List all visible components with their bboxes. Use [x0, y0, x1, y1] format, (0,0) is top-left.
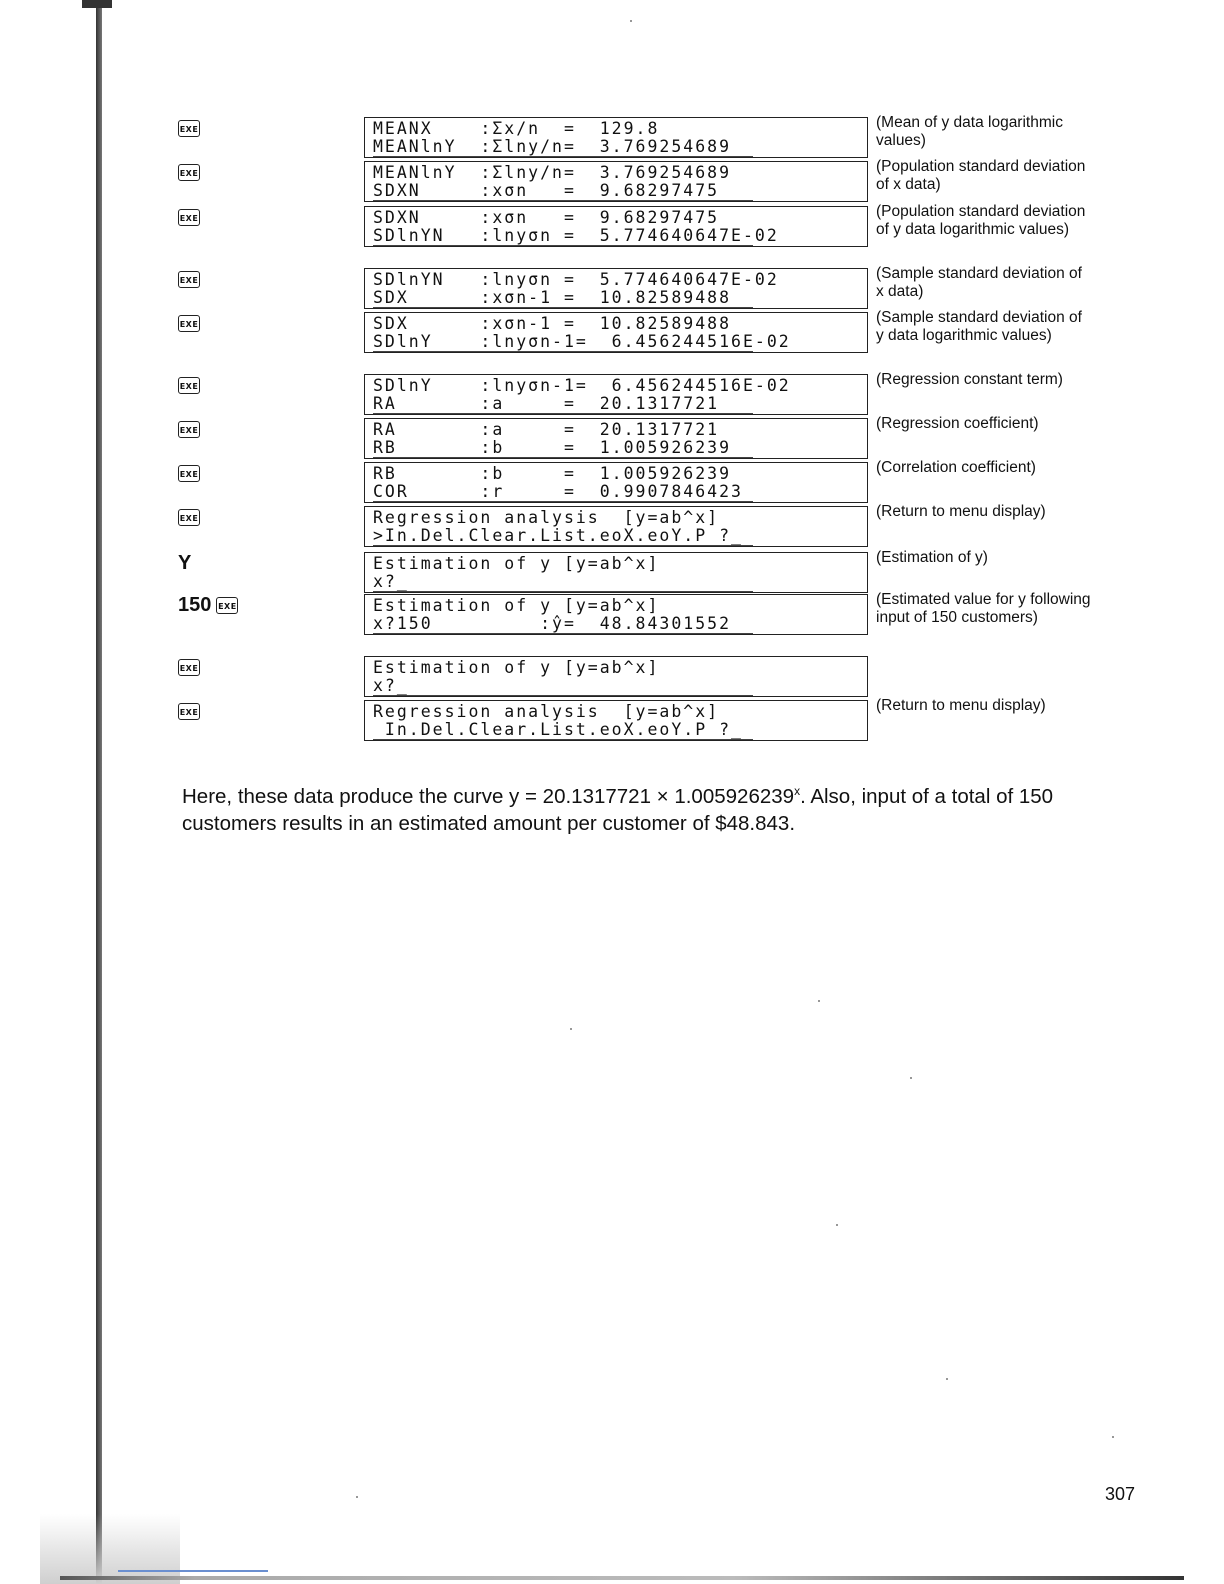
scan-speck [818, 1000, 820, 1002]
key-sequence [178, 312, 338, 358]
exe-key-icon: EXE [216, 597, 238, 614]
lcd-display [364, 462, 868, 503]
bottom-edge-line [60, 1576, 1184, 1580]
key-sequence [178, 161, 338, 207]
lcd-line: SDlnYN :lnyσn = 5.774640647E-02 [373, 270, 779, 289]
exe-key-icon: EXE [178, 703, 200, 720]
lcd-display [364, 206, 868, 247]
key-sequence [178, 268, 338, 314]
exe-key-icon: EXE [178, 120, 200, 137]
key-sequence [178, 117, 338, 163]
lcd-line: SDXN :xσn = 9.68297475 [373, 208, 720, 227]
key-input-text: Y [178, 552, 192, 575]
step-note: (Return to menu display) [876, 503, 1046, 520]
lcd-line: RA :a = 20.1317721 [373, 420, 720, 439]
exe-key-icon: EXE [178, 509, 200, 526]
step-note: (Estimated value for y following input of 150 customers) [876, 591, 1091, 626]
scan-speck [356, 1496, 358, 1498]
key-sequence [178, 700, 338, 746]
lcd-line: Estimation of y [y=ab^x] [373, 596, 660, 615]
exe-key-icon: EXE [178, 377, 200, 394]
lcd-line: MEANlnY :Σlny/n= 3.769254689 [373, 163, 732, 182]
scan-speck [630, 20, 632, 22]
key-sequence [178, 506, 338, 552]
lcd-line: x?_ [373, 573, 753, 592]
exe-key-icon: EXE [178, 421, 200, 438]
key-sequence [178, 462, 338, 508]
lcd-display [364, 594, 868, 635]
key-input-text: 150 [178, 594, 212, 617]
step-note: (Sample standard deviation of x data) [876, 265, 1082, 300]
lcd-line: SDlnY :lnyσn-1= 6.456244516E-02 [373, 376, 791, 395]
summary-text: Here, these data produce the curve y = 20.1317721 × 1.005926239 [182, 784, 795, 808]
page-shadow [40, 1514, 180, 1584]
lcd-display [364, 161, 868, 202]
lcd-line: MEANX :Σx/n = 129.8 [373, 119, 660, 138]
binding-edge-top [82, 0, 112, 8]
key-sequence [178, 206, 338, 252]
scan-speck [946, 1378, 948, 1380]
lcd-line: >In.Del.Clear.List.eoX.eoY.P ?_ [373, 527, 753, 546]
step-note: (Population standard deviation of y data logarithmic values) [876, 203, 1086, 238]
lcd-display [364, 268, 868, 309]
lcd-display [364, 552, 868, 593]
lcd-line: RB :b = 1.005926239 [373, 464, 732, 483]
step-note: (Population standard deviation of x data) [876, 158, 1086, 193]
scan-speck [836, 1224, 838, 1226]
lcd-line: Regression analysis [y=ab^x] [373, 702, 720, 721]
exe-key-icon: EXE [178, 209, 200, 226]
exponent: x [794, 784, 801, 798]
lcd-line: RA :a = 20.1317721 [373, 395, 753, 414]
lcd-line: MEANlnY :Σlny/n= 3.769254689 [373, 138, 753, 157]
lcd-line: RB :b = 1.005926239 [373, 439, 753, 458]
lcd-line: SDX :xσn-1 = 10.82589488 [373, 289, 753, 308]
binding-edge [96, 0, 102, 1584]
page-number: 307 [1105, 1484, 1136, 1504]
step-note: (Regression coefficient) [876, 415, 1039, 432]
lcd-display [364, 418, 868, 459]
key-sequence [178, 418, 338, 464]
step-note: (Regression constant term) [876, 371, 1063, 388]
step-note: (Sample standard deviation of y data logarithmic values) [876, 309, 1082, 344]
lcd-line: x?_ [373, 677, 753, 696]
step-note: (Return to menu display) [876, 697, 1046, 714]
step-note: (Mean of y data logarithmic values) [876, 114, 1063, 149]
lcd-display [364, 117, 868, 158]
scan-speck [570, 1028, 572, 1030]
lcd-line: SDlnYN :lnyσn = 5.774640647E-02 [373, 226, 779, 245]
lcd-display [364, 506, 868, 547]
exe-key-icon: EXE [178, 315, 200, 332]
scan-speck [910, 1077, 912, 1079]
lcd-line: Regression analysis [y=ab^x] [373, 508, 720, 527]
lcd-display [364, 374, 868, 415]
exe-key-icon: EXE [178, 465, 200, 482]
summary-paragraph [182, 778, 1082, 837]
lcd-line: In.Del.Clear.List.eoX.eoY.P ?_ [373, 721, 753, 740]
key-sequence [178, 552, 338, 598]
lcd-line: SDXN :xσn = 9.68297475 [373, 182, 753, 201]
step-note: (Correlation coefficient) [876, 459, 1036, 476]
key-sequence [178, 374, 338, 420]
exe-key-icon: EXE [178, 659, 200, 676]
lcd-display [364, 700, 868, 741]
lcd-line: SDlnY :lnyσn-1= 6.456244516E-02 [373, 332, 791, 351]
bottom-blue-mark [118, 1570, 268, 1572]
scan-speck [1112, 1436, 1114, 1438]
lcd-line: Estimation of y [y=ab^x] [373, 658, 660, 677]
lcd-line: COR :r = 0.9907846423 [373, 483, 753, 502]
exe-key-icon: EXE [178, 164, 200, 181]
step-note: (Estimation of y) [876, 549, 988, 566]
key-sequence [178, 656, 338, 702]
lcd-line: Estimation of y [y=ab^x] [373, 554, 660, 573]
exe-key-icon: EXE [178, 271, 200, 288]
summary-text-end: . Also, input of a total of 150 customers results in an estimated amount per customer of $48.843. [182, 784, 1054, 835]
lcd-display [364, 312, 868, 353]
lcd-line: SDX :xσn-1 = 10.82589488 [373, 314, 732, 333]
lcd-display [364, 656, 868, 697]
key-sequence [178, 594, 338, 640]
lcd-line: x?150 :ŷ= 48.84301552 [373, 615, 753, 634]
